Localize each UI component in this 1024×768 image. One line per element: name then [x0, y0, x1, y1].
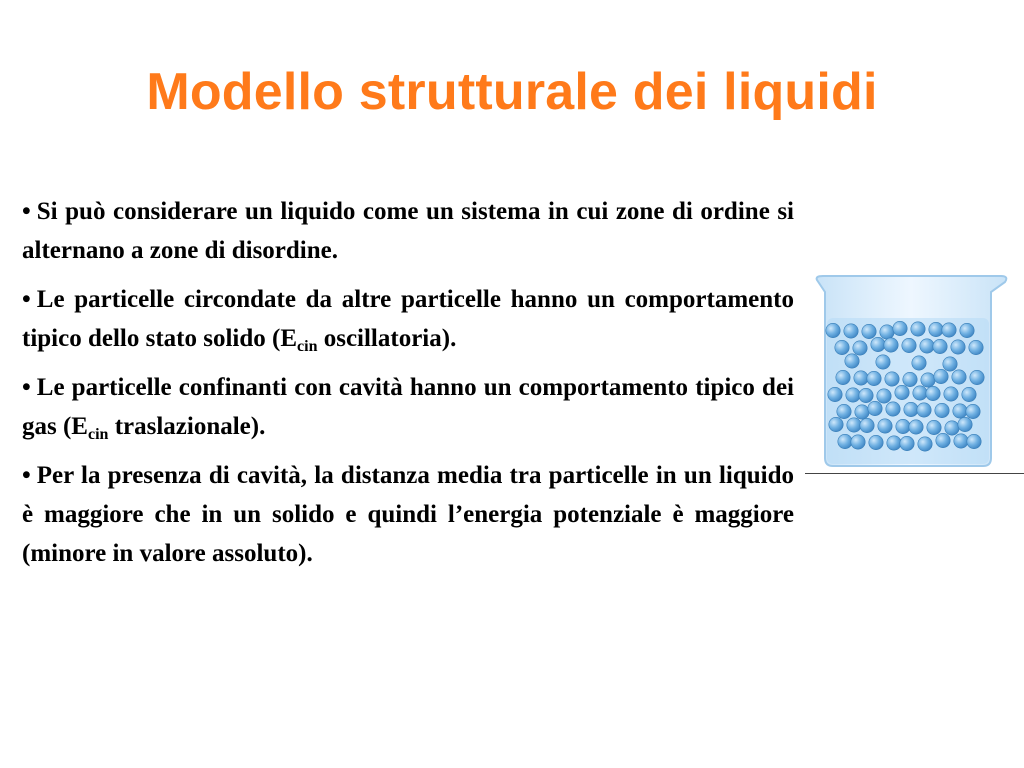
particle: [851, 435, 865, 449]
particle: [951, 340, 965, 354]
particle: [918, 437, 932, 451]
particle: [868, 401, 882, 415]
particle: [966, 404, 980, 418]
particle: [846, 388, 860, 402]
particle: [903, 372, 917, 386]
particle: [877, 389, 891, 403]
particle: [929, 322, 943, 336]
particle: [969, 340, 983, 354]
bullet-marker: •: [22, 198, 31, 225]
subscript: cin: [297, 338, 318, 355]
particle: [912, 356, 926, 370]
particle: [953, 404, 967, 418]
slide-title: Modello strutturale dei liquidi: [146, 63, 878, 121]
particle: [921, 373, 935, 387]
particle: [835, 340, 849, 354]
particle: [884, 338, 898, 352]
particle: [887, 436, 901, 450]
bullet-marker: •: [22, 286, 31, 313]
particle: [944, 387, 958, 401]
particle: [869, 435, 883, 449]
particle: [854, 371, 868, 385]
particle: [855, 405, 869, 419]
particle: [896, 419, 910, 433]
particle: [933, 339, 947, 353]
particle: [885, 372, 899, 386]
particle: [962, 387, 976, 401]
particle: [867, 371, 881, 385]
particle: [847, 418, 861, 432]
bullet-item-2: [22, 280, 794, 358]
particle: [886, 402, 900, 416]
particle: [844, 324, 858, 338]
particle: [828, 387, 842, 401]
bullet-text: Le particelle circondate da altre particelle hanno un comportamento tipico dello stato solido (E: [22, 286, 794, 352]
particle: [911, 322, 925, 336]
particle: [860, 418, 874, 432]
bullet-text: Le particelle confinanti con cavità hanno un comportamento tipico dei gas (E: [22, 374, 794, 440]
particle: [934, 369, 948, 383]
bullet-item-3: [22, 368, 794, 446]
particle: [876, 355, 890, 369]
particle: [845, 354, 859, 368]
particle: [893, 321, 907, 335]
particle: [960, 323, 974, 337]
particle: [954, 434, 968, 448]
particle: [909, 420, 923, 434]
particle: [945, 421, 959, 435]
particle: [836, 370, 850, 384]
beaker-svg: [805, 270, 1024, 480]
particle: [878, 419, 892, 433]
particle: [902, 338, 916, 352]
bullet-text: Si può considerare un liquido come un sistema in cui zone di ordine si alternano a zone di disordine.: [22, 198, 794, 264]
bullet-item-4: [22, 456, 794, 573]
divider-line: [805, 473, 1024, 474]
particle: [926, 386, 940, 400]
particle: [900, 436, 914, 450]
particle: [853, 341, 867, 355]
particle: [829, 417, 843, 431]
particle: [952, 370, 966, 384]
bullet-list: [22, 192, 794, 583]
subscript: cin: [87, 426, 109, 443]
particle: [837, 404, 851, 418]
particle: [871, 337, 885, 351]
particle: [943, 357, 957, 371]
particle: [967, 434, 981, 448]
particle: [935, 403, 949, 417]
bullet-text: Per la presenza di cavità, la distanza media tra particelle in un liquido è maggiore che in un solido e quindi l’energia potenziale è maggiore (minore in valore assoluto).: [22, 462, 794, 567]
particle: [880, 325, 894, 339]
particle: [913, 386, 927, 400]
particle: [920, 339, 934, 353]
particle: [895, 385, 909, 399]
bullet-item-1: [22, 192, 794, 270]
particle: [936, 433, 950, 447]
particle: [970, 370, 984, 384]
particle: [917, 403, 931, 417]
bullet-text-end: oscillatoria).: [317, 325, 457, 352]
particle: [942, 323, 956, 337]
bullet-marker: •: [22, 374, 31, 401]
particle: [862, 324, 876, 338]
bullet-marker: •: [22, 462, 31, 489]
particle: [859, 388, 873, 402]
bullet-text-end: traslazionale).: [108, 413, 266, 440]
particle: [958, 417, 972, 431]
beaker-with-particles-icon: [805, 270, 1024, 480]
particle: [927, 420, 941, 434]
particle: [826, 323, 840, 337]
particle: [904, 402, 918, 416]
particle: [838, 434, 852, 448]
